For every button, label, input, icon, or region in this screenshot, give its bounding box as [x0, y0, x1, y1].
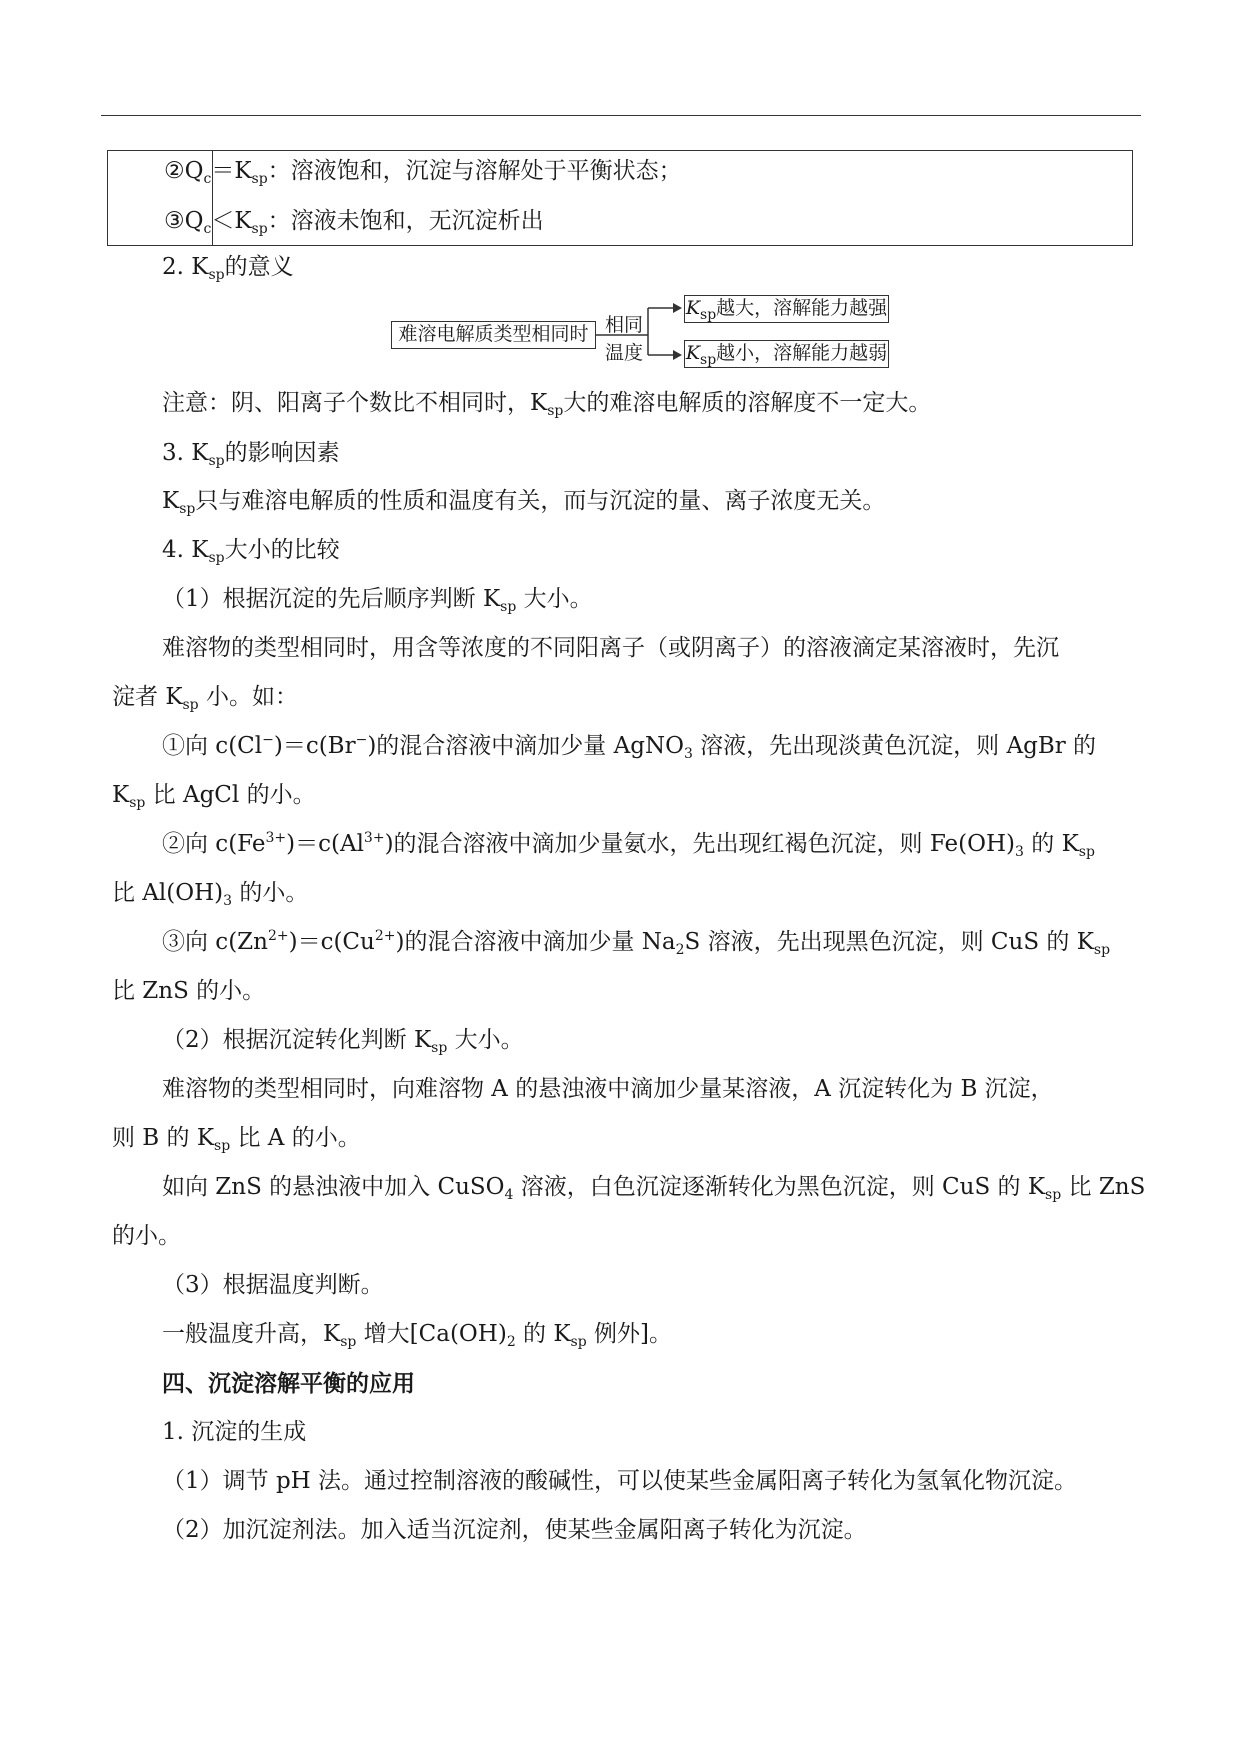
- method-1-body-line-2: 淀者 $K_{sp}$ 小。如：: [112, 684, 298, 713]
- method-2-example-line-1: 如向 ZnS 的悬浊液中加入 CuSO$_4$ 溶液，白色沉淀逐渐转化为黑色沉淀，则 CuS 的 $K_{sp}$ 比 ZnS: [162, 1174, 1146, 1203]
- section-2-heading: 2. $K_{sp}$的意义: [162, 254, 294, 283]
- diagram-label-temperature: 温度: [605, 342, 644, 364]
- subsection-precipitate-formation: 1. 沉淀的生成: [162, 1419, 307, 1445]
- section-3-body: $K_{sp}$只与难溶电解质的性质和温度有关，而与沉淀的量、离子浓度无关。: [162, 488, 886, 517]
- method-2-body-line-2: 则 B 的 $K_{sp}$ 比 A 的小。: [112, 1125, 361, 1154]
- example-1-line-1: ①向 c(Cl−)＝c(Br−)的混合溶液中滴加少量 AgNO$_3$ 溶液，先出现淡黄色沉淀，则 AgBr 的: [162, 732, 1097, 762]
- diagram-condition-box: 难溶电解质类型相同时: [391, 321, 596, 349]
- method-2-body-line-1: 难溶物的类型相同时，向难溶物 A 的悬浊液中滴加少量某溶液，A 沉淀转化为 B 沉淀，: [162, 1076, 1054, 1102]
- method-2-heading: （2）根据沉淀转化判断 $K_{sp}$ 大小。: [162, 1027, 524, 1056]
- ph-method-line: （1）调节 pH 法。通过控制溶液的酸碱性，可以使某些金属阳离子转化为氢氧化物沉淀。: [162, 1468, 1078, 1494]
- diagram-larger-ksp-box: $K_{sp}$越大，溶解能力越强: [685, 297, 888, 323]
- table-row-less: $③Q_c<K_{sp}$：溶液未饱和，无沉淀析出: [164, 208, 544, 237]
- section-iv-heading: 四、沉淀溶解平衡的应用: [162, 1370, 415, 1397]
- method-1-heading: （1）根据沉淀的先后顺序判断 $K_{sp}$ 大小。: [162, 586, 593, 615]
- example-1-line-2: $K_{sp}$ 比 AgCl 的小。: [112, 782, 316, 811]
- method-1-body-line-1: 难溶物的类型相同时，用含等浓度的不同阳离子（或阴离子）的溶液滴定某溶液时，先沉: [162, 635, 1059, 661]
- example-3-line-2: 比 ZnS 的小。: [112, 978, 266, 1004]
- diagram-smaller-ksp-box: $K_{sp}$越小，溶解能力越弱: [685, 342, 888, 368]
- header-rule: [101, 115, 1141, 116]
- method-3-body: 一般温度升高，$K_{sp}$ 增大[$Ca(OH)_2$ 的 $K_{sp}$ 例外]。: [162, 1321, 672, 1350]
- note-line: 注意：阴、阳离子个数比不相同时，$K_{sp}$大的难溶电解质的溶解度不一定大。: [162, 390, 932, 419]
- method-3-heading: （3）根据温度判断。: [162, 1272, 384, 1298]
- method-2-example-line-2: 的小。: [112, 1223, 181, 1249]
- precipitant-method-line: （2）加沉淀剂法。加入适当沉淀剂，使某些金属阳离子转化为沉淀。: [162, 1517, 867, 1543]
- diagram-label-same: 相同: [605, 314, 644, 336]
- example-2-line-1: ②向 $c(Fe^{3+})=c(Al^{3+})$的混合溶液中滴加少量氨水，先出现红褐色沉淀，则 $Fe(OH)_3$ 的 $K_{sp}$: [162, 830, 1095, 860]
- section-3-heading: 3. $K_{sp}$的影响因素: [162, 440, 340, 469]
- example-2-line-2: 比 $Al(OH)_3$ 的小。: [112, 880, 309, 909]
- table-row-equal: $②Q_c=K_{sp}$：溶液饱和，沉淀与溶解处于平衡状态；: [164, 158, 682, 187]
- example-3-line-1: ③向 $c(Zn^{2+})=c(Cu^{2+})$的混合溶液中滴加少量 $Na_2S$ 溶液，先出现黑色沉淀，则 CuS 的 $K_{sp}$: [162, 928, 1111, 958]
- section-4-heading: 4. $K_{sp}$大小的比较: [162, 537, 340, 566]
